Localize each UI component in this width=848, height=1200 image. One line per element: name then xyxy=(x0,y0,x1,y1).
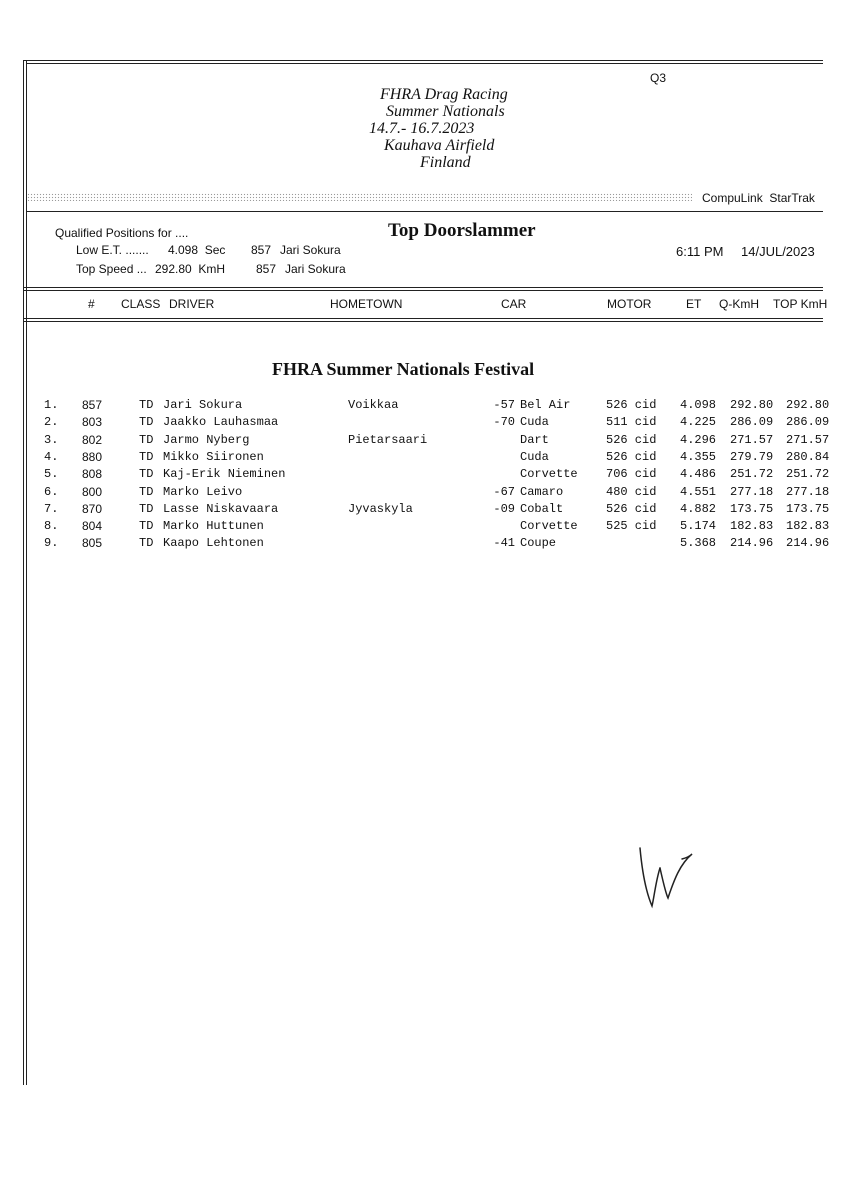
low-et-driver: Jari Sokura xyxy=(280,243,341,257)
row-driver: Jarmo Nyberg xyxy=(163,432,250,447)
row-top-kmh: 280.84 xyxy=(786,449,830,464)
low-et-number: 857 xyxy=(251,243,272,257)
left-border xyxy=(23,60,24,1085)
dotted-separator xyxy=(27,193,692,201)
col-header-et: ET xyxy=(686,297,702,311)
row-et: 4.355 xyxy=(680,449,717,464)
row-et: 4.551 xyxy=(680,484,717,499)
row-motor: 706 cid xyxy=(606,467,657,482)
row-car-number: 803 xyxy=(82,415,103,430)
row-car-year: -57 xyxy=(493,398,515,412)
row-motor: 526 cid xyxy=(606,501,657,516)
top-speed-driver: Jari Sokura xyxy=(285,262,346,276)
row-car: Cuda xyxy=(520,415,549,430)
separator-line xyxy=(26,211,823,212)
report-time: 6:11 PM xyxy=(676,244,724,259)
row-driver: Marko Huttunen xyxy=(163,519,264,534)
row-position: 6. xyxy=(44,484,59,499)
row-top-kmh: 271.57 xyxy=(786,432,830,447)
left-border-inner xyxy=(26,60,27,1085)
row-motor: 480 cid xyxy=(606,484,657,499)
top-border xyxy=(23,60,823,61)
low-et-value: 4.098 Sec xyxy=(168,243,226,257)
row-et: 5.368 xyxy=(680,536,717,551)
row-q-kmh: 292.80 xyxy=(730,398,774,412)
row-position: 7. xyxy=(44,501,59,516)
row-car-year: -41 xyxy=(493,536,515,551)
row-class: TD xyxy=(139,484,154,499)
table-row xyxy=(0,519,848,536)
row-top-kmh: 251.72 xyxy=(786,467,830,482)
signature-mark xyxy=(630,840,700,915)
col-header-qkmh: Q-KmH xyxy=(719,297,759,311)
table-row xyxy=(0,415,848,432)
row-position: 8. xyxy=(44,519,59,534)
row-position: 2. xyxy=(44,415,59,430)
row-q-kmh: 279.79 xyxy=(730,449,774,464)
row-driver: Kaj-Erik Nieminen xyxy=(163,467,286,482)
col-header-topkmh: TOP KmH xyxy=(773,297,828,311)
class-title: Top Doorslammer xyxy=(388,220,536,241)
row-class: TD xyxy=(139,467,154,482)
row-q-kmh: 271.57 xyxy=(730,432,774,447)
row-top-kmh: 182.83 xyxy=(786,519,830,534)
event-subtitle: Summer Nationals xyxy=(386,103,505,120)
table-row xyxy=(0,467,848,484)
row-motor: 525 cid xyxy=(606,519,657,534)
report-date: 14/JUL/2023 xyxy=(741,244,815,259)
row-car-number: 804 xyxy=(82,519,103,534)
row-et: 5.174 xyxy=(680,519,717,534)
row-position: 3. xyxy=(44,432,59,447)
row-motor: 526 cid xyxy=(606,432,657,447)
row-car: Corvette xyxy=(520,467,578,482)
top-speed-label: Top Speed ... xyxy=(76,262,147,276)
header-bottom-line-2 xyxy=(23,321,823,322)
row-driver: Marko Leivo xyxy=(163,484,243,499)
top-speed-value: 292.80 KmH xyxy=(155,262,226,276)
row-driver: Lasse Niskavaara xyxy=(163,501,279,516)
event-name: FHRA Drag Racing xyxy=(380,86,508,103)
page-code: Q3 xyxy=(650,71,667,85)
top-speed-number: 857 xyxy=(256,262,277,276)
row-class: TD xyxy=(139,432,154,447)
row-driver: Jari Sokura xyxy=(163,398,243,412)
table-row xyxy=(0,502,848,519)
col-header-motor: MOTOR xyxy=(607,297,652,311)
row-class: TD xyxy=(139,449,154,464)
top-border-inner xyxy=(26,63,823,64)
header-bottom-line xyxy=(23,318,823,319)
row-position: 9. xyxy=(44,536,59,551)
row-top-kmh: 173.75 xyxy=(786,501,830,516)
row-car: Coupe xyxy=(520,536,557,551)
event-country: Finland xyxy=(420,154,471,171)
row-class: TD xyxy=(139,415,154,430)
row-q-kmh: 173.75 xyxy=(730,501,774,516)
row-car-number: 857 xyxy=(82,398,103,412)
row-car-number: 880 xyxy=(82,449,103,464)
row-top-kmh: 277.18 xyxy=(786,484,830,499)
row-car: Camaro xyxy=(520,484,564,499)
row-car-year: -67 xyxy=(493,484,515,499)
row-et: 4.882 xyxy=(680,501,717,516)
event-venue: Kauhava Airfield xyxy=(384,137,495,154)
row-car-number: 870 xyxy=(82,501,103,516)
row-et: 4.486 xyxy=(680,467,717,482)
festival-title: FHRA Summer Nationals Festival xyxy=(272,359,535,379)
table-row xyxy=(0,485,848,502)
row-car-number: 800 xyxy=(82,484,103,499)
row-et: 4.296 xyxy=(680,432,717,447)
col-header-hometown: HOMETOWN xyxy=(330,297,403,311)
row-hometown: Voikkaa xyxy=(348,398,399,412)
row-motor: 526 cid xyxy=(606,398,657,412)
row-motor: 526 cid xyxy=(606,449,657,464)
row-motor: 511 cid xyxy=(606,415,657,430)
timing-system: CompuLink StarTrak xyxy=(702,191,815,205)
row-hometown: Jyvaskyla xyxy=(348,501,413,516)
row-q-kmh: 182.83 xyxy=(730,519,774,534)
qualified-heading: Qualified Positions for .... xyxy=(55,226,189,240)
table-row xyxy=(0,450,848,467)
row-car-year: -70 xyxy=(493,415,515,430)
row-car-number: 805 xyxy=(82,536,103,551)
row-class: TD xyxy=(139,501,154,516)
row-q-kmh: 214.96 xyxy=(730,536,774,551)
row-driver: Mikko Siironen xyxy=(163,449,264,464)
row-car-number: 802 xyxy=(82,432,103,447)
col-header-class: CLASS xyxy=(121,297,161,311)
row-car: Corvette xyxy=(520,519,578,534)
table-row xyxy=(0,536,848,553)
col-header-driver: DRIVER xyxy=(169,297,215,311)
row-car: Cobalt xyxy=(520,501,564,516)
row-top-kmh: 292.80 xyxy=(786,398,830,412)
row-car: Cuda xyxy=(520,449,549,464)
row-et: 4.225 xyxy=(680,415,717,430)
row-top-kmh: 286.09 xyxy=(786,415,830,430)
low-et-label: Low E.T. ....... xyxy=(76,243,149,257)
row-class: TD xyxy=(139,536,154,551)
header-top-line-2 xyxy=(23,290,823,291)
row-car-number: 808 xyxy=(82,467,103,482)
row-class: TD xyxy=(139,519,154,534)
col-header-num: # xyxy=(88,297,95,311)
row-car: Bel Air xyxy=(520,398,571,412)
row-q-kmh: 286.09 xyxy=(730,415,774,430)
row-car: Dart xyxy=(520,432,549,447)
event-dates: 14.7.- 16.7.2023 xyxy=(369,120,475,137)
row-position: 1. xyxy=(44,398,59,412)
row-position: 5. xyxy=(44,467,59,482)
row-hometown: Pietarsaari xyxy=(348,432,428,447)
row-driver: Kaapo Lehtonen xyxy=(163,536,264,551)
row-car-year: -09 xyxy=(493,501,515,516)
table-row xyxy=(0,433,848,450)
row-driver: Jaakko Lauhasmaa xyxy=(163,415,279,430)
col-header-car: CAR xyxy=(501,297,527,311)
header-top-line xyxy=(23,287,823,288)
row-position: 4. xyxy=(44,449,59,464)
table-row xyxy=(0,398,848,415)
row-et: 4.098 xyxy=(680,398,717,412)
row-q-kmh: 277.18 xyxy=(730,484,774,499)
row-class: TD xyxy=(139,398,154,412)
row-q-kmh: 251.72 xyxy=(730,467,774,482)
row-top-kmh: 214.96 xyxy=(786,536,830,551)
